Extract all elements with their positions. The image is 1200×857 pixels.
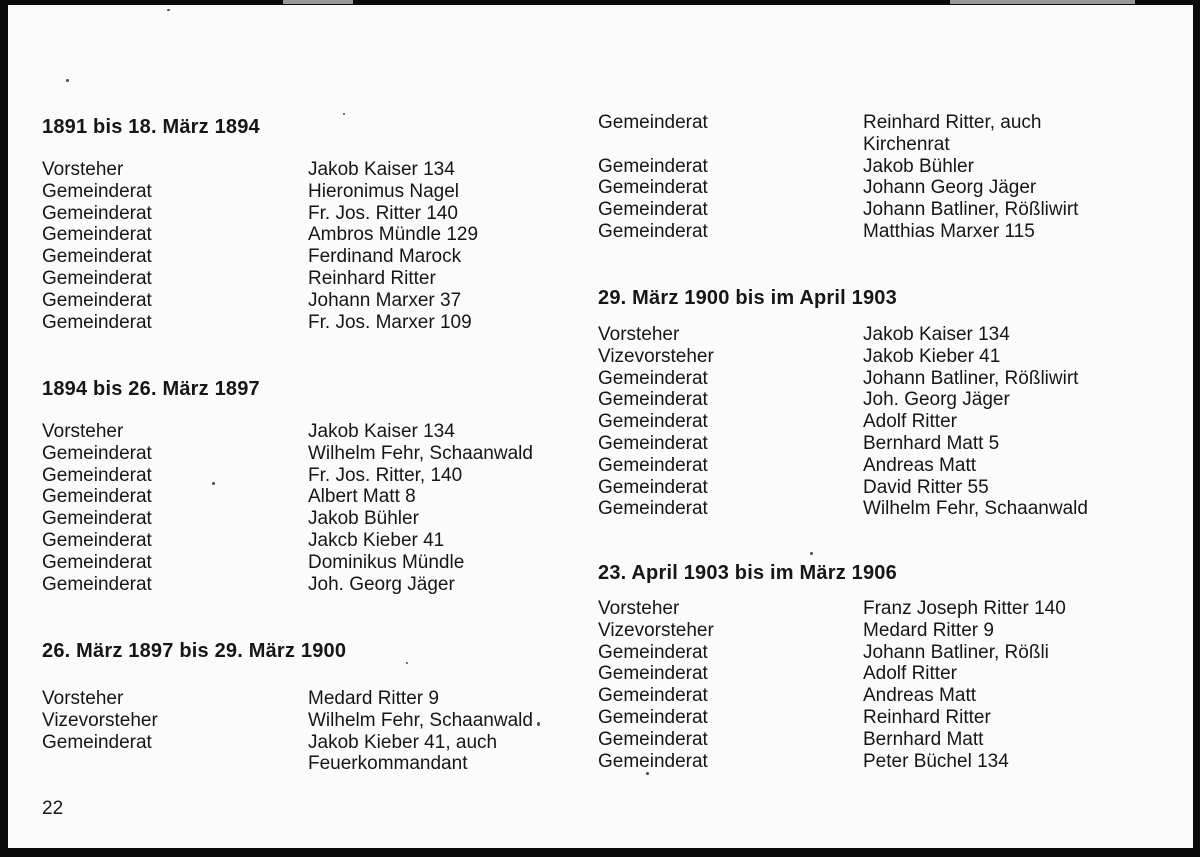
role-label: Vorsteher xyxy=(42,159,124,180)
role-label: Gemeinderat xyxy=(42,180,152,202)
person-value: Matthias Marxer 115 xyxy=(863,220,1035,242)
person-value: Peter Büchel 134 xyxy=(863,750,1009,772)
officials-list xyxy=(598,112,1158,243)
entry-row xyxy=(42,246,572,268)
role-label: Gemeinderat xyxy=(42,224,152,246)
role-label: Gemeinderat xyxy=(42,464,152,486)
entry-row xyxy=(598,663,1158,685)
section-heading: 26. März 1897 bis 29. März 1900 xyxy=(42,640,347,662)
entry-row xyxy=(42,465,572,487)
person-value: Franz Joseph Ritter 140 xyxy=(863,598,1066,619)
person-value: Jakob Kaiser 134 xyxy=(308,421,455,442)
role-label: Gemeinderat xyxy=(42,442,152,464)
scan-border-bottom xyxy=(0,848,1200,857)
entry-row xyxy=(598,368,1158,390)
person-value: Wilhelm Fehr, Schaanwald xyxy=(308,709,533,731)
role-label: Gemeinderat xyxy=(42,202,152,224)
person-value: Medard Ritter 9 xyxy=(308,688,439,709)
role-label: Gemeinderat xyxy=(598,476,708,498)
entry-row xyxy=(598,598,1158,620)
role-label: Gemeinderat xyxy=(598,177,708,199)
person-value: David Ritter 55 xyxy=(863,476,989,498)
entry-row xyxy=(598,642,1158,664)
role-label: Gemeinderat xyxy=(42,573,152,595)
scan-speck xyxy=(167,9,170,11)
entry-row xyxy=(42,312,572,334)
entry-row xyxy=(598,751,1158,773)
role-label: Gemeinderat xyxy=(598,220,708,242)
entry-row xyxy=(598,112,1158,134)
role-label: Gemeinderat xyxy=(598,641,708,663)
scan-border-gray-segment xyxy=(283,0,353,4)
entry-row xyxy=(598,729,1158,751)
entry-row xyxy=(42,688,572,710)
section-1894-1897 xyxy=(42,377,572,595)
entry-row xyxy=(42,159,572,181)
person-value: Fr. Jos. Marxer 109 xyxy=(308,311,472,333)
scan-speck xyxy=(212,482,215,485)
role-label: Gemeinderat xyxy=(598,685,708,707)
person-value: Wilhelm Fehr, Schaanwald xyxy=(308,442,533,464)
person-value: Jakob Kaiser 134 xyxy=(308,159,455,180)
role-label: Gemeinderat xyxy=(42,731,152,753)
role-label: Gemeinderat xyxy=(42,311,152,333)
person-value: Bernhard Matt 5 xyxy=(863,432,1000,454)
person-value: Albert Matt 8 xyxy=(308,486,416,508)
role-label: Gemeinderat xyxy=(42,289,152,311)
entry-row xyxy=(42,732,572,754)
role-label: Vorsteher xyxy=(598,598,680,619)
person-value: Reinhard Ritter xyxy=(308,267,436,289)
person-value: Ferdinand Marock xyxy=(308,246,462,268)
scan-border-right xyxy=(1193,0,1200,857)
person-value: Jakob Bühler xyxy=(863,155,974,177)
person-value: Medard Ritter 9 xyxy=(863,619,994,641)
role-label: Gemeinderat xyxy=(598,367,708,389)
entry-row xyxy=(598,346,1158,368)
entry-row xyxy=(598,134,1158,156)
entry-row xyxy=(42,508,572,530)
page-number: 22 xyxy=(42,798,64,819)
person-value: Bernhard Matt xyxy=(863,728,984,750)
entry-row xyxy=(42,753,572,775)
role-label: Gemeinderat xyxy=(598,728,708,750)
scan-border-left xyxy=(0,0,8,857)
scan-speck xyxy=(537,722,540,726)
role-label: Gemeinderat xyxy=(42,529,152,551)
entry-row xyxy=(598,411,1158,433)
role-label xyxy=(598,134,863,156)
role-label: Vizevorsteher xyxy=(42,709,158,731)
role-label: Vorsteher xyxy=(42,688,124,709)
scan-speck xyxy=(66,79,69,82)
entry-row xyxy=(598,620,1158,642)
entry-row xyxy=(42,290,572,312)
role-label: Gemeinderat xyxy=(598,663,708,685)
entry-row xyxy=(42,710,572,732)
entry-row xyxy=(42,421,572,443)
role-label: Gemeinderat xyxy=(598,750,708,772)
person-value: Reinhard Ritter xyxy=(863,706,991,728)
officials-list xyxy=(42,688,572,775)
person-value: Jakob Kieber 41 xyxy=(863,345,1001,367)
entry-row xyxy=(598,685,1158,707)
entry-row xyxy=(42,224,572,246)
role-label: Vizevorsteher xyxy=(598,345,714,367)
section-heading: 29. März 1900 bis im April 1903 xyxy=(598,287,897,309)
entry-row xyxy=(598,156,1158,178)
entry-row xyxy=(598,707,1158,729)
person-value: Kirchenrat xyxy=(863,133,950,155)
person-value: Jakob Kieber 41, auch xyxy=(308,731,498,753)
entry-row xyxy=(598,199,1158,221)
person-value: Jakcb Kieber 41 xyxy=(308,529,445,551)
section-1891-1894 xyxy=(42,115,572,333)
role-label: Gemeinderat xyxy=(598,411,708,433)
person-value: Johann Batliner, Rößli xyxy=(863,641,1049,663)
person-value: Andreas Matt xyxy=(863,454,976,476)
role-label: Vizevorsteher xyxy=(598,619,714,641)
entry-row xyxy=(42,443,572,465)
entry-row xyxy=(42,574,572,596)
entry-row xyxy=(42,486,572,508)
entry-row xyxy=(598,455,1158,477)
person-value: Jakob Kaiser 134 xyxy=(863,324,1010,345)
role-label: Gemeinderat xyxy=(42,267,152,289)
section-1903-1906 xyxy=(598,561,1158,772)
role-label: Gemeinderat xyxy=(598,498,708,520)
entry-row xyxy=(598,324,1158,346)
entry-row xyxy=(42,268,572,290)
person-value: Johann Marxer 37 xyxy=(308,289,462,311)
person-value: Fr. Jos. Ritter, 140 xyxy=(308,464,463,486)
entry-row xyxy=(42,530,572,552)
scan-speck xyxy=(810,552,813,555)
section-1900-1903 xyxy=(598,286,1158,520)
officials-list xyxy=(42,159,572,333)
officials-list xyxy=(42,421,572,595)
officials-list xyxy=(598,598,1158,772)
person-value: Joh. Georg Jäger xyxy=(863,389,1010,411)
role-label: Gemeinderat xyxy=(42,246,152,268)
scan-speck xyxy=(406,662,408,664)
person-value: Fr. Jos. Ritter 140 xyxy=(308,202,458,224)
person-value: Johann Batliner, Rößliwirt xyxy=(863,199,1079,221)
section-heading: 1891 bis 18. März 1894 xyxy=(42,116,260,138)
entry-row xyxy=(42,181,572,203)
person-value: Dominikus Mündle xyxy=(308,551,465,573)
role-label: Vorsteher xyxy=(598,324,680,345)
entry-row xyxy=(598,389,1158,411)
entry-row xyxy=(598,477,1158,499)
person-value: Wilhelm Fehr, Schaanwald xyxy=(863,498,1088,520)
entry-row xyxy=(598,177,1158,199)
entry-row xyxy=(598,433,1158,455)
role-label: Gemeinderat xyxy=(598,389,708,411)
role-label: Gemeinderat xyxy=(42,486,152,508)
section-heading: 1894 bis 26. März 1897 xyxy=(42,378,260,400)
person-value: Hieronimus Nagel xyxy=(308,180,460,202)
entry-row xyxy=(598,498,1158,520)
person-value: Jakob Bühler xyxy=(308,508,419,530)
person-value: Adolf Ritter xyxy=(863,411,957,433)
person-value: Joh. Georg Jäger xyxy=(308,573,455,595)
role-label: Vorsteher xyxy=(42,421,124,442)
scan-speck xyxy=(343,113,345,115)
officials-list xyxy=(598,324,1158,520)
person-value: Johann Batliner, Rößliwirt xyxy=(863,367,1079,389)
person-value: Johann Georg Jäger xyxy=(863,177,1037,199)
entry-row xyxy=(598,221,1158,243)
person-value: Ambros Mündle 129 xyxy=(308,224,479,246)
section-1897-1900 xyxy=(42,639,572,775)
role-label xyxy=(42,753,308,775)
role-label: Gemeinderat xyxy=(598,199,708,221)
person-value: Adolf Ritter xyxy=(863,663,957,685)
person-value: Reinhard Ritter, auch xyxy=(863,112,1042,133)
role-label: Gemeinderat xyxy=(42,508,152,530)
section-heading: 23. April 1903 bis im März 1906 xyxy=(598,562,897,584)
person-value: Feuerkommandant xyxy=(308,753,468,775)
entry-row xyxy=(42,203,572,225)
role-label: Gemeinderat xyxy=(42,551,152,573)
scan-speck xyxy=(646,772,649,775)
role-label: Gemeinderat xyxy=(598,112,708,133)
role-label: Gemeinderat xyxy=(598,454,708,476)
person-value: Andreas Matt xyxy=(863,685,976,707)
role-label: Gemeinderat xyxy=(598,432,708,454)
entry-row xyxy=(42,552,572,574)
role-label: Gemeinderat xyxy=(598,706,708,728)
scan-border-gray-segment xyxy=(950,0,1135,4)
role-label: Gemeinderat xyxy=(598,155,708,177)
